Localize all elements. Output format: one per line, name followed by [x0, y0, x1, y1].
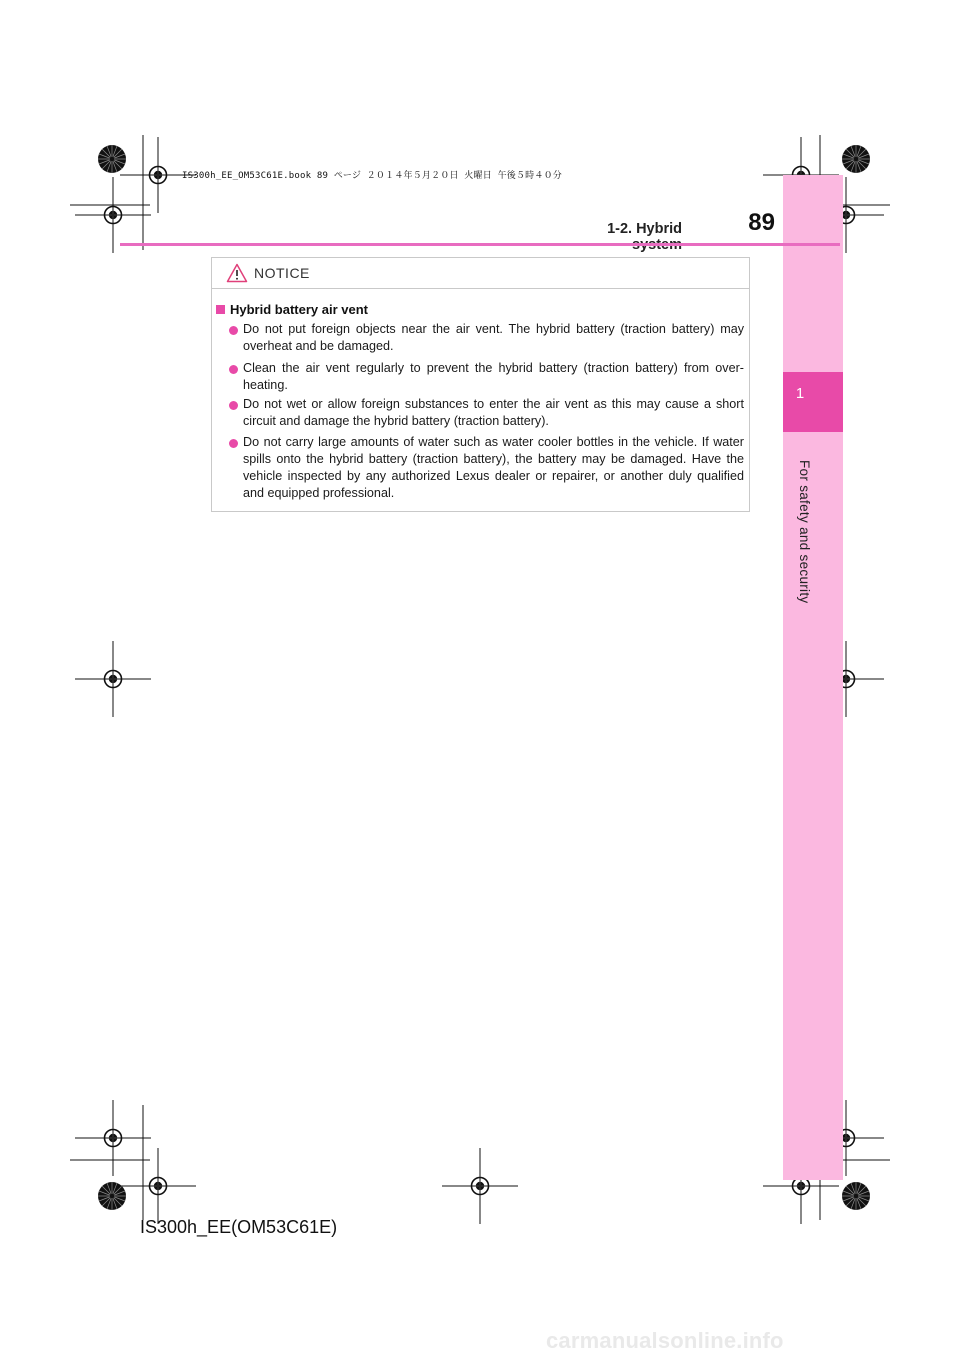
watermark-text: carmanualsonline.info [546, 1328, 784, 1353]
page-number: 89 [748, 209, 775, 236]
notice-divider [211, 288, 750, 289]
notice-bullet: Do not put foreign objects near the air vent. The hybrid battery (traction battery) may overheat and be damaged. [243, 322, 744, 353]
notice-heading [216, 302, 368, 317]
registration-mark-icon [75, 641, 151, 717]
bullet-dot-icon [229, 365, 238, 374]
notice-bullet: Clean the air vent regularly to prevent the hybrid battery (traction battery) from over-heating. [243, 361, 744, 392]
registration-mark-icon [442, 1148, 518, 1224]
warning-triangle-icon [226, 263, 248, 283]
section-title: 1-2. Hybrid [607, 221, 682, 237]
chapter-title: For safety and security [797, 460, 812, 604]
chapter-number-box [783, 372, 843, 432]
bullet-dot-icon [229, 401, 238, 410]
starburst-mark-icon [842, 145, 870, 173]
chapter-number: 1 [795, 385, 805, 402]
registration-mark-icon [120, 1148, 196, 1224]
document-code: IS300h_EE(OM53C61E) [140, 1217, 338, 1237]
header-rule [120, 243, 840, 246]
print-info-line: IS300h_EE_OM53C61E.book 89 ページ ２０１４年５月２０日 火曜日 午後５時４０分 [182, 171, 562, 181]
notice-label: NOTICE [254, 265, 310, 281]
notice-bullet: Do not wet or allow foreign substances to enter the air vent as this may cause a short circuit and damage the hybrid battery (traction battery). [243, 397, 744, 428]
registration-mark-icon [75, 1100, 151, 1176]
starburst-mark-icon [98, 145, 126, 173]
square-bullet-icon [216, 305, 225, 314]
starburst-mark-icon [842, 1182, 870, 1210]
registration-mark-icon [75, 177, 151, 253]
notice-heading-text: Hybrid battery air vent [230, 302, 368, 317]
notice-bullet: Do not carry large amounts of water such as water cooler bottles in the vehicle. If water spills onto the hybrid battery (traction battery), the battery may be damaged. Have the vehicle inspected by any authorized Lexus dealer or repairer, or another duly qualified and equipped professional. [243, 435, 744, 500]
bullet-dot-icon [229, 326, 238, 335]
bullet-dot-icon [229, 439, 238, 448]
